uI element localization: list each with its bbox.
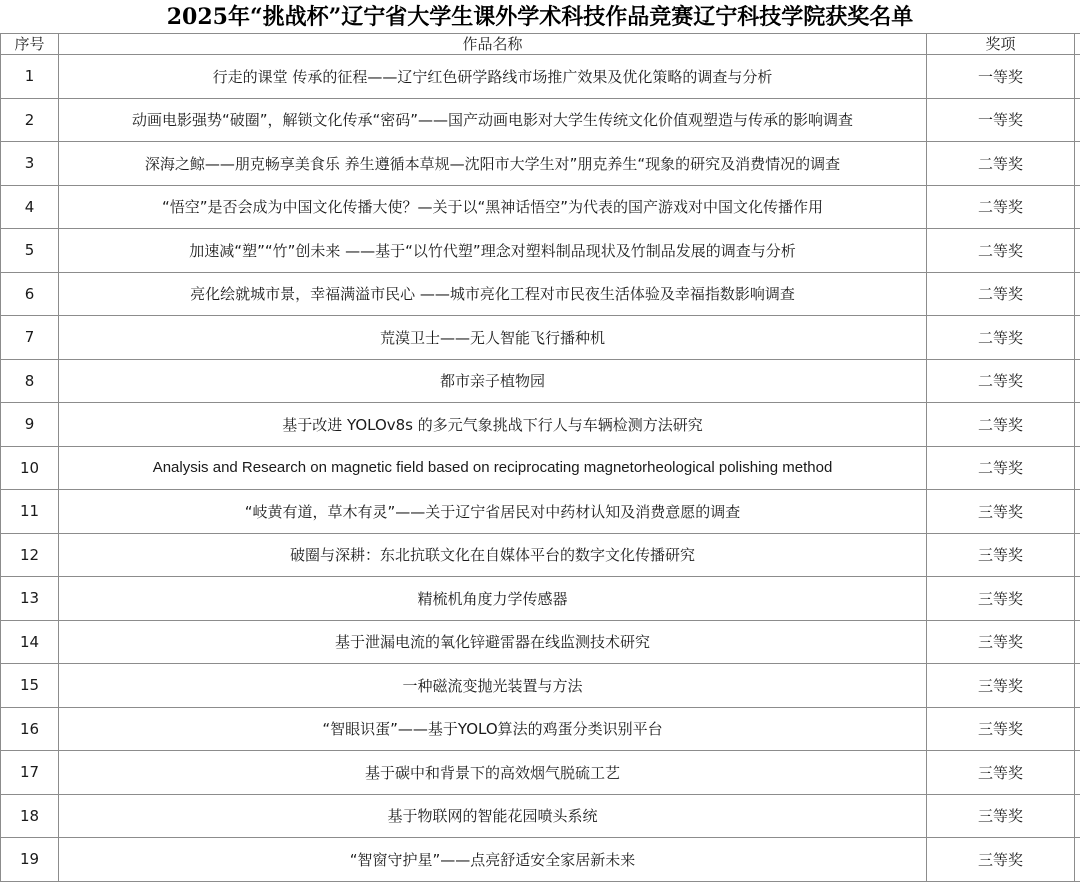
table-row bbox=[1, 185, 1080, 229]
row-index: 9 bbox=[1, 403, 59, 447]
header-award: 奖项 bbox=[927, 34, 1075, 55]
row-name: “悟空”是否会成为中国文化传播大使？—关于以“黑神话悟空”为代表的国产游戏对中国文化传播作用 bbox=[59, 185, 927, 229]
row-index: 18 bbox=[1, 794, 59, 838]
row-extra bbox=[1075, 316, 1080, 360]
row-extra bbox=[1075, 751, 1080, 795]
row-extra bbox=[1075, 664, 1080, 708]
table-row bbox=[1, 707, 1080, 751]
row-name: 行走的课堂 传承的征程——辽宁红色研学路线市场推广效果及优化策略的调查与分析 bbox=[59, 55, 927, 99]
row-extra bbox=[1075, 55, 1080, 99]
row-index: 12 bbox=[1, 533, 59, 577]
row-name: 都市亲子植物园 bbox=[59, 359, 927, 403]
table-row bbox=[1, 838, 1080, 882]
row-name: 破圈与深耕：东北抗联文化在自媒体平台的数字文化传播研究 bbox=[59, 533, 927, 577]
row-extra bbox=[1075, 229, 1080, 273]
row-extra bbox=[1075, 403, 1080, 447]
row-name: 基于物联网的智能花园喷头系统 bbox=[59, 794, 927, 838]
row-award: 一等奖 bbox=[927, 55, 1075, 99]
table-row bbox=[1, 142, 1080, 186]
row-award: 三等奖 bbox=[927, 664, 1075, 708]
row-award: 三等奖 bbox=[927, 707, 1075, 751]
row-award: 二等奖 bbox=[927, 229, 1075, 273]
header-index: 序号 bbox=[1, 34, 59, 55]
row-award: 二等奖 bbox=[927, 359, 1075, 403]
row-name: 基于泄漏电流的氧化锌避雷器在线监测技术研究 bbox=[59, 620, 927, 664]
row-extra bbox=[1075, 185, 1080, 229]
row-name: 加速减“塑”“竹”创未来 ——基于“以竹代塑”理念对塑料制品现状及竹制品发展的调查与分析 bbox=[59, 229, 927, 273]
row-extra bbox=[1075, 577, 1080, 621]
row-extra bbox=[1075, 794, 1080, 838]
table-row bbox=[1, 229, 1080, 273]
row-name: Analysis and Research on magnetic field based on reciprocating magnetorheological polishing method bbox=[59, 446, 927, 490]
row-index: 13 bbox=[1, 577, 59, 621]
row-index: 15 bbox=[1, 664, 59, 708]
row-index: 10 bbox=[1, 446, 59, 490]
row-extra bbox=[1075, 98, 1080, 142]
row-award: 三等奖 bbox=[927, 751, 1075, 795]
row-award: 二等奖 bbox=[927, 446, 1075, 490]
row-award: 二等奖 bbox=[927, 316, 1075, 360]
table-row bbox=[1, 490, 1080, 534]
row-extra bbox=[1075, 838, 1080, 882]
row-name: 精梳机角度力学传感器 bbox=[59, 577, 927, 621]
row-name: 荒漠卫士——无人智能飞行播种机 bbox=[59, 316, 927, 360]
row-index: 17 bbox=[1, 751, 59, 795]
row-award: 二等奖 bbox=[927, 142, 1075, 186]
row-name: “岐黄有道，草木有灵”——关于辽宁省居民对中药材认知及消费意愿的调查 bbox=[59, 490, 927, 534]
row-extra bbox=[1075, 533, 1080, 577]
table-row bbox=[1, 272, 1080, 316]
row-index: 3 bbox=[1, 142, 59, 186]
row-award: 二等奖 bbox=[927, 185, 1075, 229]
table-row bbox=[1, 751, 1080, 795]
row-award: 三等奖 bbox=[927, 490, 1075, 534]
table-header-row bbox=[1, 34, 1080, 55]
row-name: “智窗守护星”——点亮舒适安全家居新未来 bbox=[59, 838, 927, 882]
row-index: 14 bbox=[1, 620, 59, 664]
row-index: 1 bbox=[1, 55, 59, 99]
row-extra bbox=[1075, 272, 1080, 316]
table-row bbox=[1, 620, 1080, 664]
row-index: 5 bbox=[1, 229, 59, 273]
row-award: 二等奖 bbox=[927, 272, 1075, 316]
row-award: 三等奖 bbox=[927, 533, 1075, 577]
table-row bbox=[1, 794, 1080, 838]
row-name: 亮化绘就城市景，幸福满溢市民心 ——城市亮化工程对市民夜生活体验及幸福指数影响调查 bbox=[59, 272, 927, 316]
table-row bbox=[1, 359, 1080, 403]
row-name: 深海之鲸——朋克畅享美食乐 养生遵循本草规—沈阳市大学生对”朋克养生“现象的研究及消费情况的调查 bbox=[59, 142, 927, 186]
table-row bbox=[1, 55, 1080, 99]
row-award: 三等奖 bbox=[927, 577, 1075, 621]
row-name: 一种磁流变抛光装置与方法 bbox=[59, 664, 927, 708]
table-row bbox=[1, 98, 1080, 142]
table-row bbox=[1, 577, 1080, 621]
header-extra bbox=[1075, 34, 1080, 55]
row-award: 二等奖 bbox=[927, 403, 1075, 447]
row-name: “智眼识蛋”——基于YOLO算法的鸡蛋分类识别平台 bbox=[59, 707, 927, 751]
row-extra bbox=[1075, 142, 1080, 186]
row-extra bbox=[1075, 446, 1080, 490]
row-name: 动画电影强势“破圈”，解锁文化传承“密码”——国产动画电影对大学生传统文化价值观塑造与传承的影响调查 bbox=[59, 98, 927, 142]
awards-table bbox=[0, 33, 1080, 882]
table-row bbox=[1, 446, 1080, 490]
row-award: 三等奖 bbox=[927, 794, 1075, 838]
row-index: 6 bbox=[1, 272, 59, 316]
table-row bbox=[1, 403, 1080, 447]
row-name: 基于改进 YOLOv8s 的多元气象挑战下行人与车辆检测方法研究 bbox=[59, 403, 927, 447]
row-extra bbox=[1075, 620, 1080, 664]
row-index: 7 bbox=[1, 316, 59, 360]
table-row bbox=[1, 533, 1080, 577]
row-index: 16 bbox=[1, 707, 59, 751]
row-name: 基于碳中和背景下的高效烟气脱硫工艺 bbox=[59, 751, 927, 795]
row-award: 一等奖 bbox=[927, 98, 1075, 142]
row-index: 2 bbox=[1, 98, 59, 142]
page-title: 2025年“挑战杯”辽宁省大学生课外学术科技作品竞赛辽宁科技学院获奖名单 bbox=[166, 4, 914, 30]
row-index: 19 bbox=[1, 838, 59, 882]
row-index: 4 bbox=[1, 185, 59, 229]
row-extra bbox=[1075, 490, 1080, 534]
row-index: 11 bbox=[1, 490, 59, 534]
row-extra bbox=[1075, 359, 1080, 403]
table-row bbox=[1, 664, 1080, 708]
row-extra bbox=[1075, 707, 1080, 751]
row-award: 三等奖 bbox=[927, 620, 1075, 664]
row-award: 三等奖 bbox=[927, 838, 1075, 882]
table-row bbox=[1, 316, 1080, 360]
row-index: 8 bbox=[1, 359, 59, 403]
header-name: 作品名称 bbox=[59, 34, 927, 55]
